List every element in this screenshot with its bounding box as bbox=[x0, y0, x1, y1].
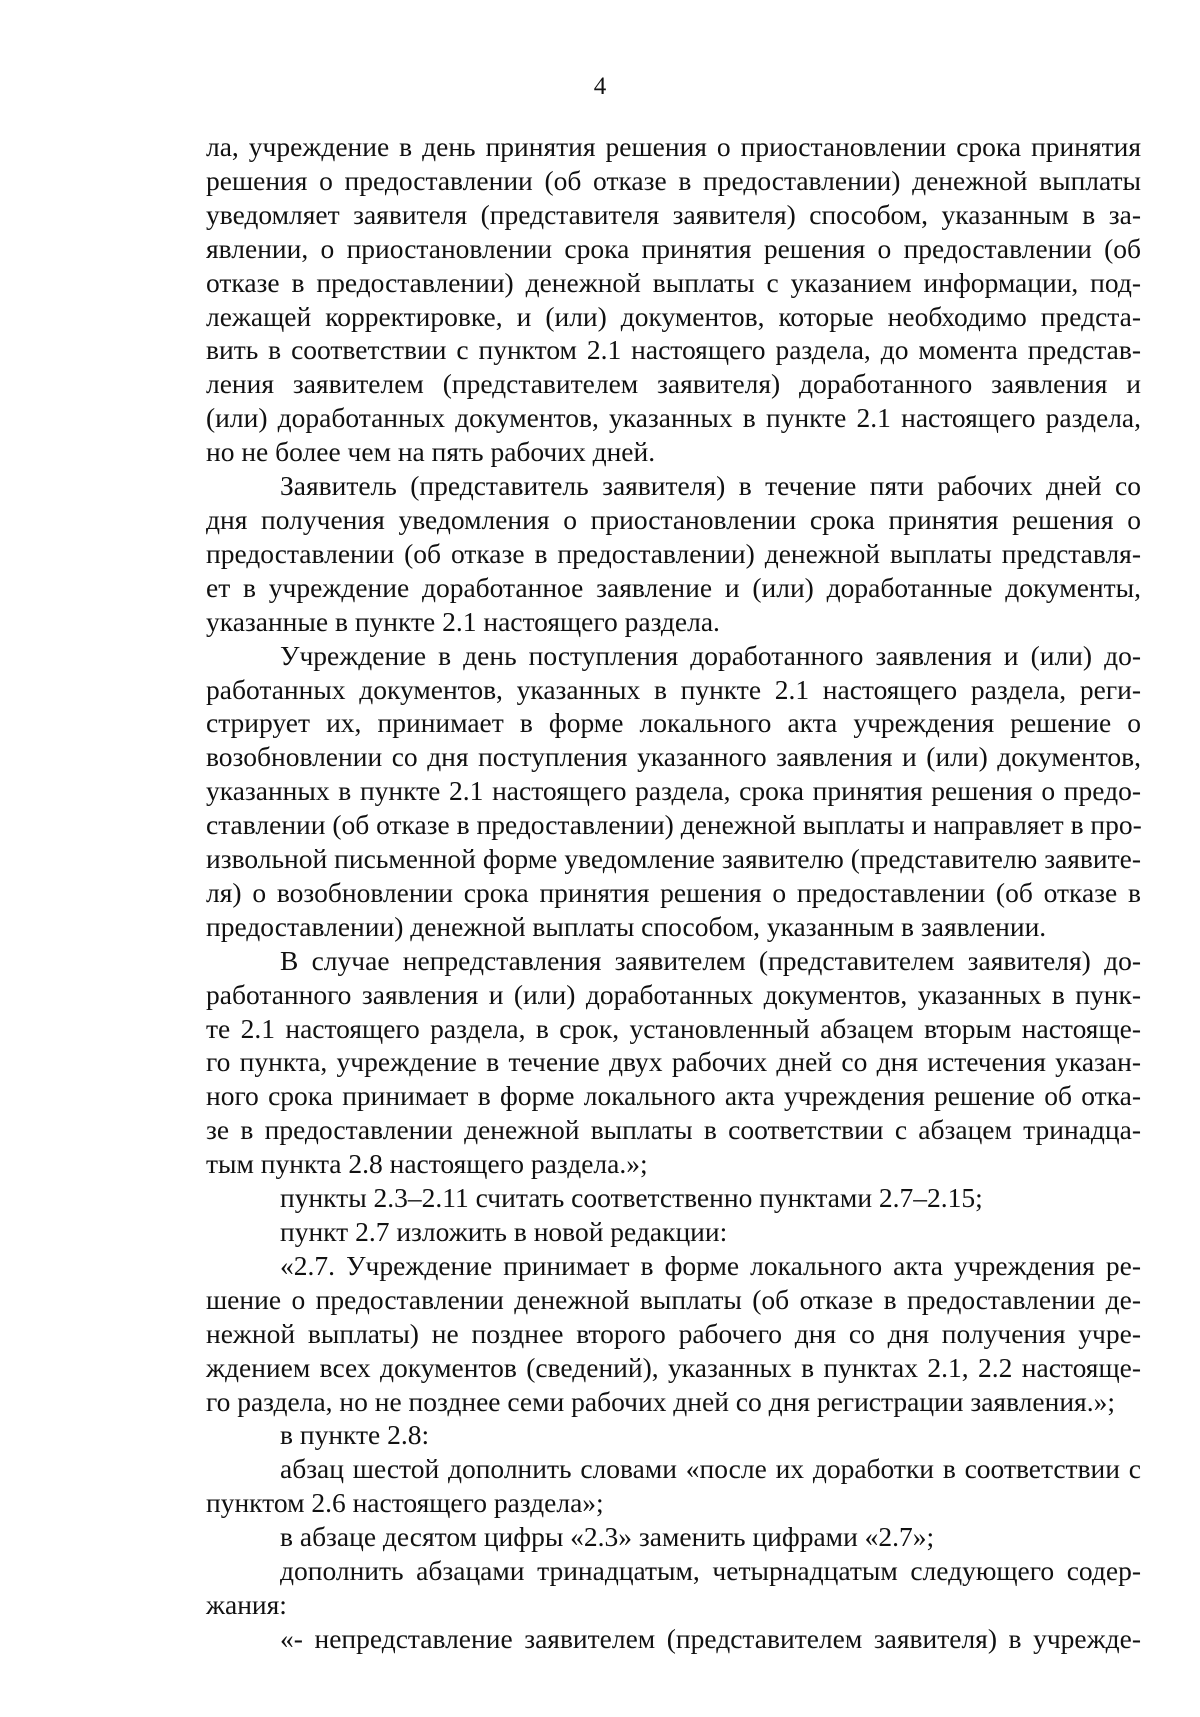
document-body bbox=[206, 130, 1141, 1656]
text-line: в абзаце десятом цифры «2.3» заменить цифрами «2.7»; bbox=[280, 1521, 935, 1553]
paragraph bbox=[206, 469, 1141, 639]
text-line: уведомляет заявителя (представителя заявителя) способом, указанным в за- bbox=[206, 198, 1141, 230]
text-line: ля) о возобновлении срока принятия решения о предоставлении (об отказе в bbox=[206, 876, 1141, 908]
paragraph bbox=[206, 1554, 1141, 1622]
text-line: нежной выплаты) не позднее второго рабочего дня со дня получения учре- bbox=[206, 1317, 1141, 1349]
text-line: отказе в предоставлении) денежной выплаты с указанием информации, под- bbox=[206, 266, 1141, 298]
text-line: предоставлении (об отказе в предоставлении) денежной выплаты представля- bbox=[206, 537, 1141, 569]
text-line: зе в предоставлении денежной выплаты в соответствии с абзацем тринадца- bbox=[206, 1114, 1141, 1146]
text-line: указанные в пункте 2.1 настоящего раздела. bbox=[206, 605, 720, 637]
text-line: Заявитель (представитель заявителя) в течение пяти рабочих дней со bbox=[280, 470, 1141, 502]
page-number: 4 bbox=[593, 73, 607, 100]
text-line: работанных документов, указанных в пункте 2.1 настоящего раздела, реги- bbox=[206, 673, 1141, 705]
text-line: решения о предоставлении (об отказе в предоставлении) денежной выплаты bbox=[206, 164, 1141, 196]
paragraph bbox=[206, 1249, 1141, 1419]
text-line: «- непредставление заявителем (представителем заявителя) в учрежде- bbox=[280, 1622, 1141, 1654]
text-line: дня получения уведомления о приостановлении срока принятия решения о bbox=[206, 503, 1141, 535]
text-line: ждением всех документов (сведений), указанных в пунктах 2.1, 2.2 настояще- bbox=[206, 1351, 1141, 1383]
text-line: шение о предоставлении денежной выплаты (об отказе в предоставлении де- bbox=[206, 1283, 1141, 1315]
text-line: пункты 2.3–2.11 считать соответственно пунктами 2.7–2.15; bbox=[280, 1182, 983, 1214]
paragraph bbox=[206, 639, 1141, 944]
text-line: «2.7. Учреждение принимает в форме локального акта учреждения ре- bbox=[280, 1249, 1141, 1281]
text-line: го пункта, учреждение в течение двух рабочих дней со дня истечения указан- bbox=[206, 1046, 1141, 1078]
text-line: лежащей корректировке, и (или) документов, которые необходимо предста- bbox=[206, 300, 1141, 332]
text-line: те 2.1 настоящего раздела, в срок, установленный абзацем вторым настояще- bbox=[206, 1012, 1141, 1044]
paragraph bbox=[206, 1418, 1141, 1452]
text-line: работанного заявления и (или) доработанных документов, указанных в пунк- bbox=[206, 978, 1141, 1010]
text-line: пункт 2.7 изложить в новой редакции: bbox=[280, 1216, 728, 1247]
paragraph bbox=[206, 1181, 1141, 1215]
text-line: пунктом 2.6 настоящего раздела»; bbox=[206, 1487, 604, 1519]
text-line: стрирует их, принимает в форме локального акта учреждения решение о bbox=[206, 707, 1141, 739]
text-line: но не более чем на пять рабочих дней. bbox=[206, 436, 656, 468]
text-line: ла, учреждение в день принятия решения о приостановлении срока принятия bbox=[206, 131, 1141, 162]
text-line: дополнить абзацами тринадцатым, четырнадцатым следующего содер- bbox=[280, 1555, 1141, 1587]
text-line: абзац шестой дополнить словами «после их доработки в соответствии с bbox=[280, 1453, 1141, 1485]
text-line: предоставлении) денежной выплаты способом, указанным в заявлении. bbox=[206, 910, 1047, 942]
text-line: в пункте 2.8: bbox=[280, 1419, 430, 1451]
text-line: ставлении (об отказе в предоставлении) денежной выплаты и направляет в про- bbox=[206, 809, 1142, 841]
text-line: явлении, о приостановлении срока принятия решения о предоставлении (об bbox=[206, 232, 1141, 264]
text-line: извольной письменной форме уведомление заявителю (представителю заявите- bbox=[206, 843, 1141, 875]
text-line: (или) доработанных документов, указанных в пункте 2.1 настоящего раздела, bbox=[206, 402, 1141, 434]
text-line: указанных в пункте 2.1 настоящего раздела, срока принятия решения о предо- bbox=[206, 775, 1141, 807]
paragraph bbox=[206, 1215, 1141, 1249]
text-line: жания: bbox=[206, 1588, 287, 1620]
paragraph bbox=[206, 1622, 1141, 1656]
paragraph bbox=[206, 944, 1141, 1181]
text-line: ет в учреждение доработанное заявление и (или) доработанные документы, bbox=[206, 571, 1141, 603]
text-line: вить в соответствии с пунктом 2.1 настоящего раздела, до момента представ- bbox=[206, 334, 1141, 366]
text-line: ления заявителем (представителем заявителя) доработанного заявления и bbox=[206, 368, 1141, 400]
text-line: В случае непредставления заявителем (представителем заявителя) до- bbox=[280, 944, 1141, 976]
text-line: го раздела, но не позднее семи рабочих дней со дня регистрации заявления.»; bbox=[206, 1385, 1115, 1417]
paragraph bbox=[206, 130, 1141, 469]
paragraph bbox=[206, 1452, 1141, 1520]
text-line: Учреждение в день поступления доработанного заявления и (или) до- bbox=[280, 639, 1141, 671]
paragraph bbox=[206, 1520, 1141, 1554]
text-line: возобновлении со дня поступления указанного заявления и (или) документов, bbox=[206, 741, 1141, 773]
text-line: тым пункта 2.8 настоящего раздела.»; bbox=[206, 1148, 648, 1180]
text-line: ного срока принимает в форме локального акта учреждения решение об отка- bbox=[206, 1080, 1141, 1112]
